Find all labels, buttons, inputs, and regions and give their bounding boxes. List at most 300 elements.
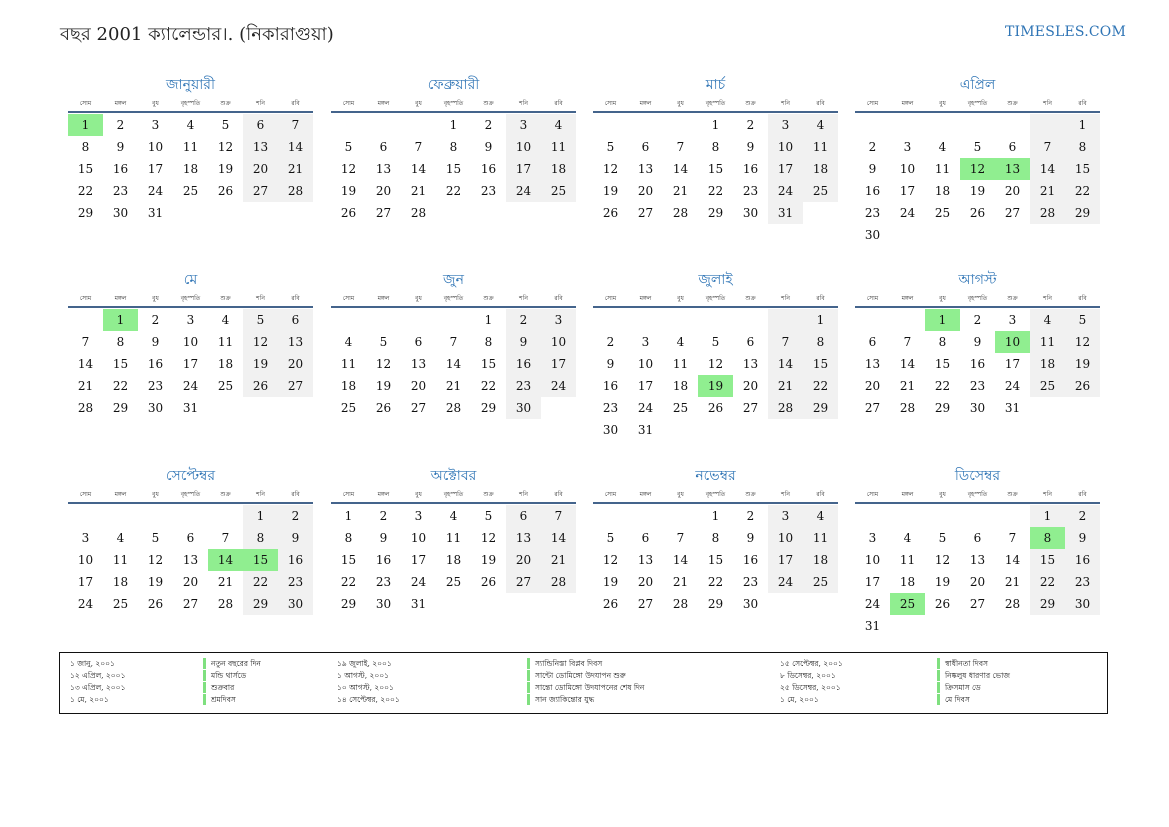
day-cell: 11 <box>803 136 838 158</box>
day-cell: 22 <box>112 379 129 393</box>
day-cell: 31 <box>410 597 427 611</box>
weekday-label: শুক্র <box>1007 295 1018 302</box>
month-name: এপ্রিল <box>959 77 996 93</box>
day-cell: 2 <box>973 313 982 327</box>
day-cell: 7 <box>221 531 230 545</box>
day-cell: 20 <box>243 158 278 180</box>
day-cell: 9 <box>116 140 125 154</box>
day-cell: 21 <box>445 379 462 393</box>
day-cell: 10 <box>768 136 803 158</box>
day-cell: 31 <box>1004 401 1021 415</box>
day-cell: 5 <box>151 531 160 545</box>
empty-day-cell <box>103 505 138 527</box>
day-cell: 8 <box>449 140 458 154</box>
day-cell: 29 <box>803 397 838 419</box>
empty-day-cell <box>1030 114 1065 136</box>
day-cell: 16 <box>112 162 129 176</box>
day-cell: 14 <box>768 353 803 375</box>
empty-day-cell <box>138 505 173 527</box>
day-cell: 3 <box>541 309 576 331</box>
day-cell: 15 <box>480 357 497 371</box>
day-cell: 9 <box>746 531 755 545</box>
empty-day-cell <box>401 114 436 136</box>
weekday-label: মঙ্গল <box>639 491 652 498</box>
day-cell: 3 <box>506 114 541 136</box>
holiday-day-cell: 15 <box>243 549 278 571</box>
empty-day-cell <box>628 309 663 331</box>
weekday-label: শনি <box>256 491 265 498</box>
day-cell: 25 <box>672 401 689 415</box>
day-cell: 4 <box>541 114 576 136</box>
empty-day-cell <box>331 114 366 136</box>
day-cell: 24 <box>768 571 803 593</box>
day-cell: 23 <box>864 206 881 220</box>
weekday-header <box>855 488 1100 504</box>
day-cell: 17 <box>410 553 427 567</box>
day-cell: 25 <box>340 401 357 415</box>
weekday-label: রবি <box>1078 491 1087 498</box>
empty-day-cell <box>925 114 960 136</box>
day-cell: 24 <box>182 379 199 393</box>
day-cell: 29 <box>112 401 129 415</box>
month-name: জুন <box>443 272 464 288</box>
day-cell: 26 <box>480 575 497 589</box>
weekday-header <box>331 292 576 308</box>
day-cell: 15 <box>445 162 462 176</box>
day-cell: 9 <box>379 531 388 545</box>
day-cell: 17 <box>1004 357 1021 371</box>
day-cell: 18 <box>112 575 129 589</box>
day-cell: 17 <box>541 353 576 375</box>
holiday-legend <box>59 652 1108 714</box>
weekday-label: শুক্র <box>1007 491 1018 498</box>
day-cell: 18 <box>899 575 916 589</box>
day-cell: 27 <box>637 597 654 611</box>
day-cell: 10 <box>541 331 576 353</box>
holiday-day-cell: 12 <box>960 158 995 180</box>
legend-date: ১ মে, ২০০১ <box>70 695 109 704</box>
legend-holiday-name: স্বাধীনতা দিবস <box>937 658 988 669</box>
weekday-label: রবি <box>291 491 300 498</box>
day-cell: 16 <box>969 357 986 371</box>
empty-day-cell <box>663 114 698 136</box>
day-cell: 2 <box>746 509 755 523</box>
day-cell: 22 <box>445 184 462 198</box>
day-cell: 26 <box>602 597 619 611</box>
day-cell: 14 <box>410 162 427 176</box>
day-cell: 20 <box>182 575 199 589</box>
day-cell: 3 <box>641 335 650 349</box>
day-cell: 19 <box>1065 353 1100 375</box>
weekday-label: মঙ্গল <box>114 100 127 107</box>
day-cell: 15 <box>707 553 724 567</box>
weekday-label: বৃহস্পতি <box>443 295 464 302</box>
day-cell: 10 <box>147 140 164 154</box>
day-grid <box>68 505 313 615</box>
day-cell: 29 <box>707 597 724 611</box>
day-cell: 15 <box>77 162 94 176</box>
day-cell: 3 <box>903 140 912 154</box>
day-cell: 20 <box>1004 184 1021 198</box>
day-cell: 10 <box>864 553 881 567</box>
day-cell: 16 <box>1065 549 1100 571</box>
day-cell: 5 <box>379 335 388 349</box>
day-cell: 13 <box>637 553 654 567</box>
day-cell: 19 <box>969 184 986 198</box>
day-cell: 6 <box>243 114 278 136</box>
day-cell: 11 <box>899 553 916 567</box>
day-cell: 18 <box>934 184 951 198</box>
day-cell: 24 <box>410 575 427 589</box>
day-cell: 7 <box>676 140 685 154</box>
day-cell: 13 <box>506 527 541 549</box>
day-cell: 27 <box>243 180 278 202</box>
day-cell: 11 <box>112 553 129 567</box>
day-cell: 26 <box>147 597 164 611</box>
day-cell: 20 <box>410 379 427 393</box>
day-cell: 21 <box>410 184 427 198</box>
day-cell: 4 <box>1030 309 1065 331</box>
day-cell: 6 <box>641 531 650 545</box>
weekday-label: শুক্র <box>745 100 756 107</box>
weekday-label: রবি <box>554 100 563 107</box>
day-cell: 7 <box>81 335 90 349</box>
day-cell: 22 <box>707 184 724 198</box>
day-cell: 25 <box>934 206 951 220</box>
day-cell: 23 <box>480 184 497 198</box>
day-cell: 26 <box>243 375 278 397</box>
day-cell: 11 <box>803 527 838 549</box>
day-cell: 7 <box>541 505 576 527</box>
day-cell: 18 <box>182 162 199 176</box>
weekday-label: সোম <box>866 295 879 302</box>
empty-day-cell <box>698 309 733 331</box>
day-cell: 20 <box>637 184 654 198</box>
weekday-label: শনি <box>781 100 790 107</box>
weekday-label: বুধ <box>152 295 159 302</box>
month-name: ফেব্রুয়ারী <box>427 77 480 93</box>
weekday-label: বুধ <box>677 100 684 107</box>
day-cell: 4 <box>116 531 125 545</box>
day-cell: 31 <box>147 206 164 220</box>
empty-day-cell <box>890 309 925 331</box>
day-cell: 5 <box>484 509 493 523</box>
day-cell: 1 <box>711 509 720 523</box>
day-cell: 29 <box>1030 593 1065 615</box>
day-cell: 22 <box>340 575 357 589</box>
empty-day-cell <box>855 309 890 331</box>
weekday-label: বৃহস্পতি <box>967 100 988 107</box>
empty-day-cell <box>593 505 628 527</box>
weekday-label: শনি <box>519 295 528 302</box>
empty-day-cell <box>890 114 925 136</box>
day-cell: 28 <box>1004 597 1021 611</box>
day-cell: 10 <box>637 357 654 371</box>
day-cell: 13 <box>864 357 881 371</box>
legend-holiday-name: মন্ডি থার্সডে <box>203 670 246 681</box>
day-cell: 25 <box>803 180 838 202</box>
day-grid <box>331 505 576 615</box>
day-cell: 19 <box>934 575 951 589</box>
day-cell: 23 <box>602 401 619 415</box>
day-cell: 14 <box>77 357 94 371</box>
day-cell: 28 <box>217 597 234 611</box>
day-cell: 1 <box>803 309 838 331</box>
weekday-label: রবি <box>554 295 563 302</box>
empty-day-cell <box>593 309 628 331</box>
day-cell: 26 <box>217 184 234 198</box>
weekday-label: শুক্র <box>483 295 494 302</box>
day-cell: 14 <box>672 553 689 567</box>
month-block <box>593 73 838 224</box>
month-name: অক্টোবর <box>430 468 477 484</box>
day-cell: 23 <box>147 379 164 393</box>
day-cell: 1 <box>1030 505 1065 527</box>
day-cell: 8 <box>711 140 720 154</box>
day-cell: 26 <box>1065 375 1100 397</box>
day-cell: 16 <box>864 184 881 198</box>
day-cell: 3 <box>186 313 195 327</box>
day-cell: 27 <box>410 401 427 415</box>
legend-holiday-name: সান জ্যাকিন্তোর যুদ্ধ <box>527 694 594 705</box>
weekday-label: শুক্র <box>220 295 231 302</box>
day-cell: 21 <box>1004 575 1021 589</box>
day-cell: 19 <box>602 184 619 198</box>
day-cell: 18 <box>340 379 357 393</box>
weekday-label: রবি <box>816 100 825 107</box>
weekday-label: রবি <box>816 491 825 498</box>
day-cell: 8 <box>484 335 493 349</box>
day-cell: 18 <box>803 158 838 180</box>
day-cell: 10 <box>768 527 803 549</box>
day-cell: 25 <box>182 184 199 198</box>
day-cell: 10 <box>410 531 427 545</box>
weekday-label: মঙ্গল <box>377 100 390 107</box>
weekday-label: মঙ্গল <box>114 295 127 302</box>
holiday-day-cell: 10 <box>995 331 1030 353</box>
weekday-label: শুক্র <box>220 100 231 107</box>
empty-day-cell <box>401 309 436 331</box>
weekday-label: শনি <box>519 100 528 107</box>
legend-date: ১৯ জুলাই, ২০০১ <box>337 659 392 668</box>
holiday-day-cell: 1 <box>103 309 138 331</box>
day-cell: 27 <box>1004 206 1021 220</box>
weekday-label: রবি <box>1078 295 1087 302</box>
day-cell: 4 <box>449 509 458 523</box>
day-grid <box>855 114 1100 246</box>
weekday-header <box>593 97 838 113</box>
day-cell: 23 <box>278 571 313 593</box>
weekday-label: সোম <box>866 491 879 498</box>
day-cell: 23 <box>112 184 129 198</box>
day-cell: 19 <box>340 184 357 198</box>
day-cell: 14 <box>541 527 576 549</box>
day-cell: 8 <box>243 527 278 549</box>
month-block <box>68 464 313 615</box>
month-block <box>68 73 313 224</box>
day-cell: 24 <box>1004 379 1021 393</box>
weekday-header <box>593 292 838 308</box>
day-cell: 15 <box>112 357 129 371</box>
day-cell: 22 <box>480 379 497 393</box>
day-cell: 1 <box>711 118 720 132</box>
day-cell: 16 <box>506 353 541 375</box>
weekday-label: বৃহস্পতি <box>705 491 726 498</box>
legend-holiday-name: ক্রিসমাস ডে <box>937 682 981 693</box>
day-cell: 28 <box>410 206 427 220</box>
day-cell: 28 <box>445 401 462 415</box>
holiday-day-cell: 1 <box>68 114 103 136</box>
weekday-label: সোম <box>79 295 92 302</box>
day-cell: 14 <box>445 357 462 371</box>
day-cell: 4 <box>903 531 912 545</box>
legend-date: ১০ আগস্ট, ২০০১ <box>337 683 394 692</box>
day-cell: 3 <box>768 114 803 136</box>
month-name: জুলাই <box>698 272 733 288</box>
month-block <box>593 268 838 441</box>
empty-day-cell <box>68 309 103 331</box>
day-cell: 4 <box>803 114 838 136</box>
day-cell: 4 <box>938 140 947 154</box>
day-cell: 27 <box>375 206 392 220</box>
day-cell: 6 <box>506 505 541 527</box>
empty-day-cell <box>68 505 103 527</box>
month-name: মার্চ <box>705 77 726 93</box>
day-cell: 11 <box>934 162 951 176</box>
day-cell: 2 <box>1065 505 1100 527</box>
day-cell: 12 <box>934 553 951 567</box>
weekday-label: মঙ্গল <box>901 295 914 302</box>
day-cell: 6 <box>641 140 650 154</box>
day-cell: 2 <box>606 335 615 349</box>
brand-link[interactable]: TIMESLES.COM <box>1005 24 1126 40</box>
day-cell: 23 <box>742 184 759 198</box>
month-block <box>593 464 838 615</box>
day-cell: 11 <box>541 136 576 158</box>
day-cell: 30 <box>375 597 392 611</box>
day-cell: 16 <box>375 553 392 567</box>
day-cell: 16 <box>480 162 497 176</box>
day-cell: 2 <box>151 313 160 327</box>
legend-holiday-name: মে দিবস <box>937 694 970 705</box>
day-cell: 7 <box>414 140 423 154</box>
day-cell: 30 <box>506 397 541 419</box>
weekday-label: মঙ্গল <box>901 100 914 107</box>
day-cell: 7 <box>676 531 685 545</box>
day-cell: 16 <box>602 379 619 393</box>
day-grid <box>593 114 838 224</box>
day-cell: 22 <box>1065 180 1100 202</box>
day-cell: 3 <box>81 531 90 545</box>
weekday-label: সোম <box>79 491 92 498</box>
day-cell: 4 <box>803 505 838 527</box>
empty-day-cell <box>960 505 995 527</box>
day-cell: 3 <box>868 531 877 545</box>
empty-day-cell <box>995 505 1030 527</box>
day-cell: 2 <box>746 118 755 132</box>
day-cell: 25 <box>541 180 576 202</box>
weekday-label: সোম <box>342 295 355 302</box>
day-cell: 30 <box>969 401 986 415</box>
legend-date: ২৫ ডিসেম্বর, ২০০১ <box>780 683 841 692</box>
empty-day-cell <box>208 505 243 527</box>
weekday-label: শনি <box>519 491 528 498</box>
month-block <box>331 73 576 224</box>
day-cell: 26 <box>602 206 619 220</box>
day-cell: 17 <box>506 158 541 180</box>
day-cell: 19 <box>375 379 392 393</box>
day-cell: 12 <box>602 162 619 176</box>
month-block <box>855 268 1100 419</box>
day-cell: 5 <box>606 531 615 545</box>
weekday-label: মঙ্গল <box>901 491 914 498</box>
day-cell: 27 <box>182 597 199 611</box>
day-cell: 8 <box>711 531 720 545</box>
day-cell: 9 <box>868 162 877 176</box>
day-cell: 20 <box>864 379 881 393</box>
day-cell: 10 <box>182 335 199 349</box>
weekday-label: রবি <box>291 100 300 107</box>
day-cell: 8 <box>116 335 125 349</box>
day-grid <box>593 505 838 615</box>
day-cell: 24 <box>768 180 803 202</box>
day-cell: 10 <box>899 162 916 176</box>
empty-day-cell <box>628 505 663 527</box>
day-cell: 18 <box>445 553 462 567</box>
holiday-day-cell: 1 <box>925 309 960 331</box>
day-cell: 3 <box>151 118 160 132</box>
empty-day-cell <box>436 309 471 331</box>
weekday-label: শনি <box>256 295 265 302</box>
weekday-header <box>331 97 576 113</box>
weekday-label: সোম <box>604 100 617 107</box>
day-cell: 15 <box>1065 158 1100 180</box>
day-cell: 9 <box>151 335 160 349</box>
weekday-label: মঙ্গল <box>377 491 390 498</box>
day-cell: 21 <box>77 379 94 393</box>
day-cell: 26 <box>969 206 986 220</box>
day-cell: 24 <box>541 375 576 397</box>
day-cell: 9 <box>484 140 493 154</box>
day-cell: 21 <box>278 158 313 180</box>
day-cell: 27 <box>864 401 881 415</box>
empty-day-cell <box>663 505 698 527</box>
day-cell: 25 <box>803 571 838 593</box>
day-cell: 7 <box>768 331 803 353</box>
day-cell: 6 <box>379 140 388 154</box>
day-cell: 20 <box>969 575 986 589</box>
day-cell: 13 <box>182 553 199 567</box>
day-cell: 11 <box>672 357 689 371</box>
legend-date: ১৫ সেপ্টেম্বর, ২০০১ <box>780 659 843 668</box>
legend-holiday-name: সান্টো ডোমিঙ্গো উদযাপন শুরু <box>527 670 626 681</box>
day-cell: 28 <box>768 397 803 419</box>
empty-day-cell <box>366 114 401 136</box>
day-cell: 8 <box>81 140 90 154</box>
day-cell: 21 <box>541 549 576 571</box>
legend-holiday-name: শুক্রবার <box>203 682 234 693</box>
month-block <box>331 268 576 419</box>
day-cell: 25 <box>1030 375 1065 397</box>
weekday-label: বুধ <box>939 491 946 498</box>
day-cell: 30 <box>864 228 881 242</box>
day-cell: 12 <box>707 357 724 371</box>
day-cell: 30 <box>112 206 129 220</box>
weekday-header <box>855 292 1100 308</box>
day-cell: 18 <box>541 158 576 180</box>
day-cell: 15 <box>803 353 838 375</box>
empty-day-cell <box>855 505 890 527</box>
